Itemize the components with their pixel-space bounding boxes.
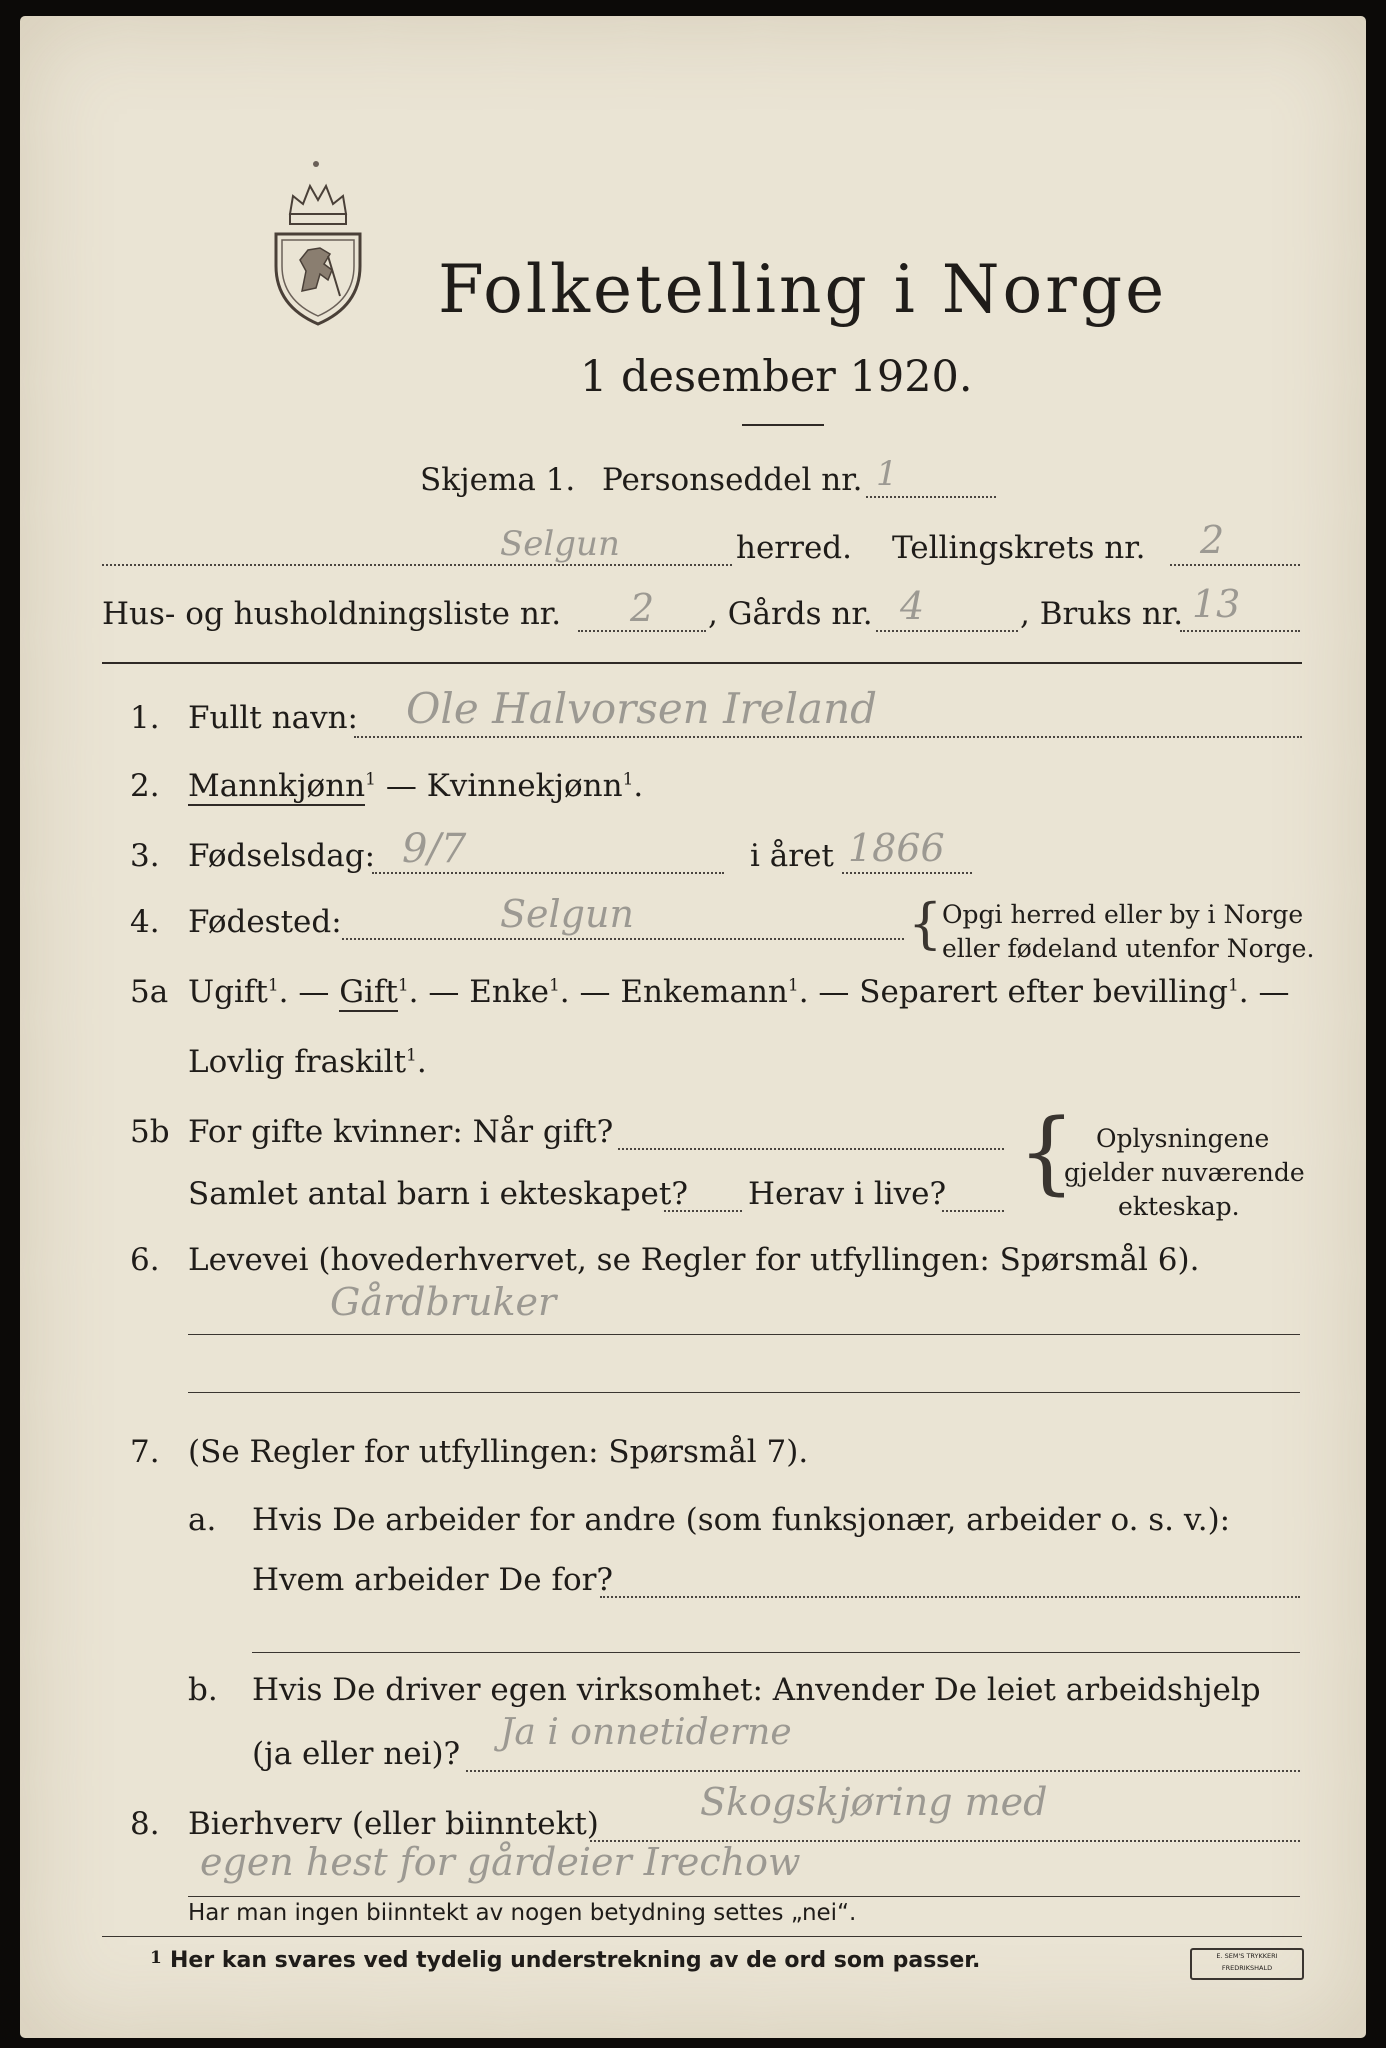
q4-number: 4. xyxy=(130,904,160,940)
q1-label: Fullt navn: xyxy=(188,700,358,736)
option-mannkjonn[interactable]: Mannkjønn xyxy=(188,768,366,804)
footnote-ref: 1 xyxy=(548,975,560,996)
separator: . — xyxy=(278,974,340,1010)
q5a-end: . xyxy=(416,1044,427,1080)
hus-label: Hus- og husholdningsliste nr. xyxy=(102,596,562,632)
q2-end: . xyxy=(633,768,644,804)
side-income-value-line2[interactable]: egen hest for gårdeier Irechow xyxy=(200,1840,801,1884)
q6-label: Levevei (hovederhvervet, se Regler for utfyllingen: Spørsmål 6). xyxy=(188,1242,1200,1278)
option-enke[interactable]: Enke xyxy=(469,974,549,1010)
q2-number: 2. xyxy=(130,768,160,804)
occupation-value[interactable]: Gårdbruker xyxy=(330,1280,557,1324)
q3-number: 3. xyxy=(130,838,160,874)
hired-help-value[interactable]: Ja i onnetiderne xyxy=(500,1712,792,1753)
option-separert[interactable]: Separert efter bevilling xyxy=(859,974,1228,1010)
full-name-value[interactable]: Ole Halvorsen Ireland xyxy=(406,684,878,733)
personseddel-value[interactable]: 1 xyxy=(876,454,898,494)
herred-value[interactable]: Selgun xyxy=(500,524,620,564)
title-divider xyxy=(742,424,824,426)
year-label: i året xyxy=(750,838,834,874)
header-divider xyxy=(102,662,1302,664)
q7b-text: Hvis De driver egen virksomhet: Anvender De leiet arbeidshjelp xyxy=(252,1672,1261,1708)
gards-line xyxy=(876,630,1018,632)
q5b-label1: For gifte kvinner: Når gift? xyxy=(188,1114,614,1150)
q1-number: 1. xyxy=(130,700,160,736)
q3-label: Fødselsdag: xyxy=(188,838,376,874)
printer-stamp-line1: E. SEM'S TRYKKERI xyxy=(1216,1952,1278,1960)
q5a-number: 5a xyxy=(130,974,169,1010)
antal-barn-line xyxy=(664,1210,742,1212)
q7a-question: Hvem arbeider De for? xyxy=(252,1562,614,1598)
q5b-label3: Herav i live? xyxy=(748,1176,947,1212)
footnote-ref: 1 xyxy=(622,769,634,790)
footnote-divider xyxy=(102,1936,1302,1937)
hus-line xyxy=(578,630,706,632)
birth-year-value[interactable]: 1866 xyxy=(848,826,945,870)
option-ugift[interactable]: Ugift xyxy=(188,974,268,1010)
q3-line xyxy=(372,872,724,874)
tellingskrets-label: Tellingskrets nr. xyxy=(892,530,1146,566)
option-lovlig-fraskilt[interactable]: Lovlig fraskilt xyxy=(188,1044,407,1080)
footnote-ref: 1 xyxy=(787,975,799,996)
q7-number: 7. xyxy=(130,1434,160,1470)
q7a-line2 xyxy=(252,1652,1300,1653)
tellingskrets-value[interactable]: 2 xyxy=(1200,518,1225,562)
q6-line2 xyxy=(188,1392,1300,1393)
footnote-ref: 1 xyxy=(267,975,279,996)
birthday-value[interactable]: 9/7 xyxy=(402,826,467,872)
separator: . — xyxy=(798,974,860,1010)
personseddel-line xyxy=(866,496,996,498)
separator: . — xyxy=(408,974,470,1010)
q1-line xyxy=(354,736,1302,738)
q5b-note-line1: Oplysningene xyxy=(1096,1124,1270,1153)
birthplace-value[interactable]: Selgun xyxy=(500,892,634,936)
personseddel-label: Personseddel nr. xyxy=(602,462,863,498)
form-title: Folketelling i Norge xyxy=(438,251,1168,328)
q7a-letter: a. xyxy=(188,1502,217,1538)
q8-line2 xyxy=(188,1896,1300,1897)
herred-label: herred. xyxy=(736,530,852,566)
option-kvinnekjonn[interactable]: Kvinnekjønn xyxy=(426,768,623,804)
q5b-number: 5b xyxy=(130,1114,170,1150)
tellingskrets-line xyxy=(1170,564,1300,566)
bruks-line xyxy=(1180,630,1300,632)
gards-label: , Gårds nr. xyxy=(708,596,873,632)
gards-value[interactable]: 4 xyxy=(900,584,925,628)
naar-gift-line xyxy=(618,1148,1004,1150)
marital-options-line2 xyxy=(188,1044,427,1080)
printer-stamp xyxy=(1190,1948,1304,1980)
footnote-ref: 1 xyxy=(406,1045,417,1066)
skjema-label: Skjema 1. xyxy=(420,462,576,498)
q7a-text: Hvis De arbeider for andre (som funksjonær, arbeider o. s. v.): xyxy=(252,1502,1231,1538)
marital-options xyxy=(188,974,1290,1010)
q7b-letter: b. xyxy=(188,1672,218,1708)
herred-line xyxy=(102,564,732,566)
q8-number: 8. xyxy=(130,1806,160,1842)
q5a-tail: . — xyxy=(1238,974,1290,1010)
q5b-note-line3: ekteskap. xyxy=(1118,1192,1240,1221)
q7a-line1 xyxy=(600,1596,1300,1598)
q8-label: Bierhverv (eller biinntekt) xyxy=(188,1806,599,1842)
separator: — xyxy=(375,768,427,804)
q4-line xyxy=(342,938,904,940)
option-enkemann[interactable]: Enkemann xyxy=(620,974,788,1010)
q4-note-line2: eller fødeland utenfor Norge. xyxy=(942,934,1315,963)
herav-i-live-line xyxy=(942,1210,1004,1212)
footnote-ref: 1 xyxy=(1227,975,1239,996)
bruks-label: , Bruks nr. xyxy=(1020,596,1184,632)
census-form-sheet xyxy=(20,16,1366,2038)
q4-label: Fødested: xyxy=(188,904,342,940)
gender-options xyxy=(188,768,643,804)
hus-value[interactable]: 2 xyxy=(630,586,655,630)
footnote-marker: 1 xyxy=(150,1948,162,1968)
q4-note-line1: Opgi herred eller by i Norge xyxy=(942,900,1304,929)
side-income-value-line1[interactable]: Skogskjøring med xyxy=(700,1780,1048,1824)
q5b-brace: { xyxy=(1018,1100,1076,1205)
norwegian-coat-of-arms-icon xyxy=(268,156,368,326)
footnote-text: Her kan svares ved tydelig understrekning av de ord som passer. xyxy=(170,1948,981,1973)
q4-brace: { xyxy=(908,892,943,955)
footnote-ref: 1 xyxy=(365,769,376,790)
census-date: 1 desember 1920. xyxy=(580,352,973,402)
q7b-line xyxy=(466,1770,1300,1772)
q5b-label2: Samlet antal barn i ekteskapet? xyxy=(188,1176,688,1212)
q8-note: Har man ingen biinntekt av nogen betydning settes „nei“. xyxy=(188,1900,857,1926)
option-gift[interactable]: Gift xyxy=(339,974,398,1010)
q6-number: 6. xyxy=(130,1242,160,1278)
q6-line1 xyxy=(188,1334,1300,1335)
bruks-value[interactable]: 13 xyxy=(1192,582,1241,626)
q5b-note-line2: gjelder nuværende xyxy=(1064,1158,1305,1187)
q7b-question: (ja eller nei)? xyxy=(252,1736,461,1772)
footnote-ref: 1 xyxy=(397,975,409,996)
year-line xyxy=(842,872,972,874)
separator: . — xyxy=(559,974,621,1010)
printer-stamp-line2: FREDRIKSHALD xyxy=(1221,1964,1273,1972)
q7-label: (Se Regler for utfyllingen: Spørsmål 7). xyxy=(188,1434,809,1470)
